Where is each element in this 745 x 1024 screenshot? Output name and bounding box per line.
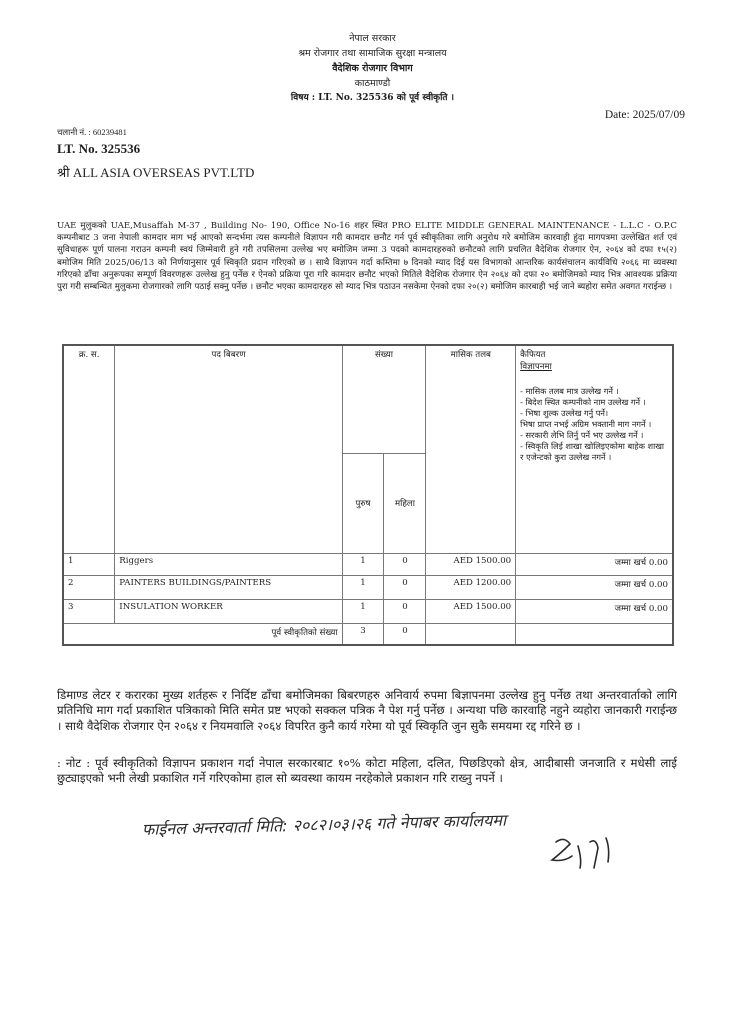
letter-date: Date: 2025/07/09 xyxy=(604,109,685,121)
row-male: 1 xyxy=(342,599,384,623)
row-male: 1 xyxy=(342,553,384,575)
row-salary: AED 1500.00 xyxy=(426,599,516,623)
header-government: नेपाल सरकार xyxy=(349,33,396,44)
remarks-item: भिषा प्राप्त नभई अग्रिम भक्तानी माग नगर्ने । xyxy=(520,419,652,429)
row-female: 0 xyxy=(384,553,426,575)
header-salary: मासिक तलब xyxy=(426,345,516,553)
remarks-item: - सरकारी लेभि तिर्नु पर्ने भए उल्लेख गर्ने । xyxy=(520,430,644,440)
remarks-subtitle: विज्ञापनमा xyxy=(520,362,552,372)
row-cost: जम्मा खर्च 0.00 xyxy=(516,553,673,575)
row-post: Riggers xyxy=(115,553,342,575)
remarks-item: - मासिक तलब मात्र उल्लेख गर्ने । xyxy=(520,386,619,396)
approval-paragraph: UAE मुलुकको UAE,Musaffah M-37 , Building No- 190, Office No-16 शहर स्थित PRO ELITE MIDDLE GENERAL MAINTENANCE - L.L.C - O.P.C कम्पनीबाट 3 जना नेपाली कामदार माग भई आएको सन्दर्भमा त्यस कम्पनीले विज्ञापन गरी कामदार छनौट गर्न पूर्व स्वीकृतिका लागि अनुरोध गरे बमोजिम कारवाही हुंदा मागपत्रमा उल्लेखित शर्त एवं सुविधाहरू पूर्ण पालना गराउन कम्पनी स्वयं जिम्मेवारी हुने गरी तपसिलमा उल्लेख भए बमोजिम जम्मा 3 पदको कामदारहरुको छनौटको लागि प्रचलित वैदेशिक रोजगार ऐन, २०६४ को दफा १५(२) बमोजिम मिति 2025/06/13 को निर्णयानुसार पूर्व स्विकृति प्रदान गरिएको छ । साथै विज्ञापन गर्दा कम्तिमा ७ दिनको म्याद दिई यस विभागको आन्तरिक कार्यसंचालन कार्यविधि २०६६ मा व्यवस्था गरिएको ढाँचा अनुरूपका सम्पूर्ण विवरणहरू उल्लेख हुनु पर्नेछ र ऐनको प्रक्रिया पूरा गरि कामदार छनौट भएको मितिले वैदेशिक रोजगार ऐन २०६४ को दफा २० बमोजिमको म्याद भित्र आवश्यक प्रक्रिया पुरा गरी सम्बन्धित मुलुकमा रोजगारको लागि पठाई सक्नु पर्नेछ । छनौट भएका कामदारहरु सो म्याद भित्र पठाउन नसकेमा ऐनको दफा २०(२) बमोजिम कारबाही भई जाने ब्यहोरा समेत अवगत गराईन्छ । xyxy=(57,221,677,293)
lt-number: LT. No. 325536 xyxy=(57,141,141,156)
note-paragraph: : नोट : पूर्व स्वीकृतिको विज्ञापन प्रकाशन गर्दा नेपाल सरकारबाट १०% कोटा महिला, दलित, पिछडिएको क्षेत्र, आदीबासी जनजाति र मधेसी लाई छुट्याइएको भनी लेखी प्रकाशित गर्ने गरिएकोमा हाल सो ब्यवस्था कायम नरहेकोले प्रकाशन गरि राख्नु नपर्ने । xyxy=(57,756,677,786)
remarks-item: - बिदेश स्थित कम्पनीको नाम उल्लेख गर्ने । xyxy=(520,397,646,407)
row-cost: जम्मा खर्च 0.00 xyxy=(516,599,673,623)
header-male: पुरुष xyxy=(342,453,384,553)
row-salary: AED 1200.00 xyxy=(426,575,516,599)
total-label: पूर्व स्वीकृतिको संख्या xyxy=(63,623,342,645)
row-cost: जम्मा खर्च 0.00 xyxy=(516,575,673,599)
handwritten-interview-note: फाईनल अन्तरवार्ता मिति: २०८२।०३।२६ गते नेपाबर कार्यालयमा xyxy=(141,810,507,839)
row-serial: 1 xyxy=(63,553,115,575)
reference-number: चलानी नं. : 60239481 xyxy=(57,127,127,137)
header-city: काठमाण्डौ xyxy=(354,78,391,89)
header-department: वैदेशिक रोजगार विभाग xyxy=(332,63,413,74)
total-male: 3 xyxy=(342,623,384,645)
header-count: संख्या xyxy=(342,345,426,453)
row-post: INSULATION WORKER xyxy=(115,599,342,623)
row-salary: AED 1500.00 xyxy=(426,553,516,575)
row-male: 1 xyxy=(342,575,384,599)
header-serial: क्र. स. xyxy=(63,345,115,553)
addressee: श्री ALL ASIA OVERSEAS PVT.LTD xyxy=(57,165,255,180)
conditions-paragraph: डिमाण्ड लेटर र करारका मुख्य शर्तहरू र निर्दिष्ट ढाँचा बमोजिमका बिबरणहरु अनिवार्य रुपमा बिज्ञापनमा उल्लेख हुनु पर्नेछ तथा अन्तरवार्ताको लागि प्रतिनिधि माग गर्दा प्रकाशित पत्रिकाको मिति समेत प्रष्ट भएको सक्कल पत्रिक नै पेश गर्नु पर्नेछ । अन्यथा पछि कारवाहि नहुने व्यहोरा जानकारी गराईन्छ । साथै वैदेशिक रोजगार ऐन २०६४ र नियमवालि २०६४ विपरित कुनै कार्य गरेमा यो पूर्व स्विकृति जुन सुकै समयमा रद्द गरिने छ । xyxy=(57,688,677,733)
remarks-title: कैफियत xyxy=(520,350,546,360)
row-female: 0 xyxy=(384,575,426,599)
row-serial: 2 xyxy=(63,575,115,599)
row-post: PAINTERS BUILDINGS/PAINTERS xyxy=(115,575,342,599)
initials-signature xyxy=(552,838,609,868)
row-serial: 3 xyxy=(63,599,115,623)
remarks-item: - स्विकृति लिई शाखा खोलिइएकोमा बाहेक शाखा र एजेन्टको कुरा उल्लेख नगर्ने । xyxy=(520,441,665,462)
header-ministry: श्रम रोजगार तथा सामाजिक सुरक्षा मन्त्रालय xyxy=(298,48,447,59)
row-female: 0 xyxy=(384,599,426,623)
header-female: महिला xyxy=(384,453,426,553)
header-post: पद बिबरण xyxy=(115,345,342,553)
remarks-item: - भिषा शुल्क उल्लेख गर्नु पर्ने। xyxy=(520,408,609,418)
subject-line: विषय : LT. No. 325536 को पूर्व स्वीकृति । xyxy=(290,93,455,103)
total-female: 0 xyxy=(384,623,426,645)
